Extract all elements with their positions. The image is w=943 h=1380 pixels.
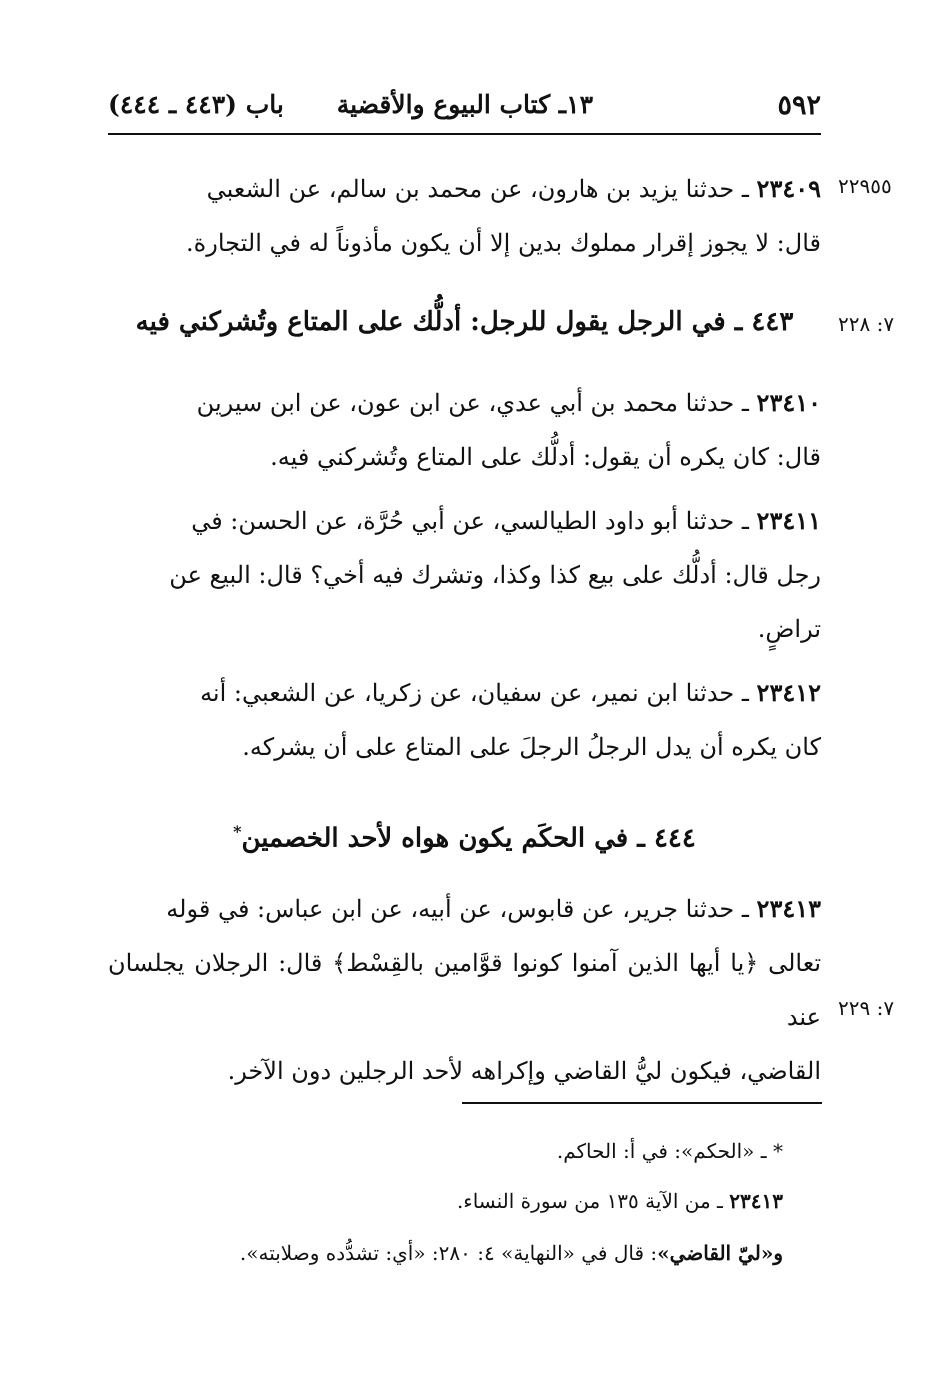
hadith-line	[108, 666, 821, 720]
footnote-divider	[462, 1102, 822, 1104]
header-divider	[108, 133, 821, 135]
hadith-line: تراضٍ.	[757, 615, 821, 643]
hadith-line: رجل قال: أدلُّك على بيع كذا وكذا، وتشرك فيه أخي؟ قال: البيع عن	[169, 561, 821, 589]
hadith-number: ٢٣٤١٢	[756, 678, 821, 707]
hadith-line: قال: لا يجوز إقرار مملوك بدين إلا أن يكون مأذوناً له في التجارة.	[186, 229, 821, 257]
footnote-marker: *	[233, 822, 242, 841]
margin-note-7-228: ٧: ٢٢٨	[838, 312, 895, 336]
footnote-3	[108, 1238, 783, 1268]
hadith-number: ٢٣٤١٣	[756, 894, 821, 923]
book-title: ١٣ـ كتاب البيوع والأقضية	[336, 90, 593, 119]
hadith-line	[108, 162, 821, 216]
footnote-number: ٢٣٤١٣	[729, 1189, 783, 1213]
chapter-heading-443: ٤٤٣ ـ في الرجل يقول للرجل: أدلُّك على المتاع وتُشركني فيه	[135, 307, 794, 337]
hadith-line: قال: كان يكره أن يقول: أدلُّك على المتاع وتُشركني فيه.	[270, 443, 821, 471]
hadith-number: ٢٣٤٠٩	[756, 174, 821, 203]
hadith-23411	[108, 494, 821, 656]
footnote-text: ـ من الآية ١٣٥ من سورة النساء.	[456, 1189, 730, 1213]
page-header	[108, 84, 821, 128]
hadith-text: ـ حدثنا يزيد بن هارون، عن محمد بن سالم، عن الشعبي	[206, 175, 757, 203]
footnote-1: * ـ «الحكم»: في أ: الحاكم.	[556, 1139, 783, 1163]
footnote-text: : قال في «النهاية» ٤: ٢٨٠: «أي: تشدُّده وصلابته».	[239, 1241, 658, 1265]
chapter-heading-444	[108, 812, 821, 859]
hadith-number: ٢٣٤١٠	[756, 388, 821, 417]
hadith-number: ٢٣٤١١	[756, 506, 821, 535]
hadith-23409	[108, 162, 821, 270]
footnote-2	[108, 1186, 783, 1216]
hadith-text: ـ حدثنا جرير، عن قابوس، عن أبيه، عن ابن عباس: في قوله	[166, 895, 757, 923]
hadith-line: كان يكره أن يدل الرجلُ الرجلَ على المتاع على أن يشركه.	[242, 733, 821, 761]
hadith-23412	[108, 666, 821, 774]
footnote-lead: و«ليّ القاضي»	[657, 1241, 783, 1265]
hadith-line: القاضي، فيكون ليُّ القاضي وإكراهه لأحد الرجلين دون الآخر.	[227, 1057, 821, 1085]
heading-text: ٤٤٤ ـ في الحكَم يكون هواه لأحد الخصمين	[241, 823, 696, 854]
margin-note-22955: ٢٢٩٥٥	[838, 174, 892, 198]
bab-range: باب (٤٤٣ ـ ٤٤٤)	[108, 90, 284, 119]
hadith-text: ـ حدثنا أبو داود الطيالسي، عن أبي حُرَّة، عن الحسن: في	[191, 507, 757, 535]
hadith-23413	[108, 882, 821, 1098]
page-number: ٥٩٢	[777, 90, 821, 121]
hadith-line: تعالى ﴿يا أيها الذين آمنوا كونوا قوَّامين بالقِسْط﴾ قال: الرجلان يجلسان عند	[108, 949, 821, 1031]
hadith-text: ـ حدثنا ابن نمير، عن سفيان، عن زكريا، عن الشعبي: أنه	[200, 679, 757, 707]
hadith-line	[108, 376, 821, 430]
hadith-line	[108, 882, 821, 936]
hadith-text: ـ حدثنا محمد بن أبي عدي، عن ابن عون، عن ابن سيرين	[196, 389, 757, 417]
hadith-line	[108, 494, 821, 548]
hadith-23410	[108, 376, 821, 484]
margin-note-7-229: ٧: ٢٢٩	[838, 996, 895, 1020]
